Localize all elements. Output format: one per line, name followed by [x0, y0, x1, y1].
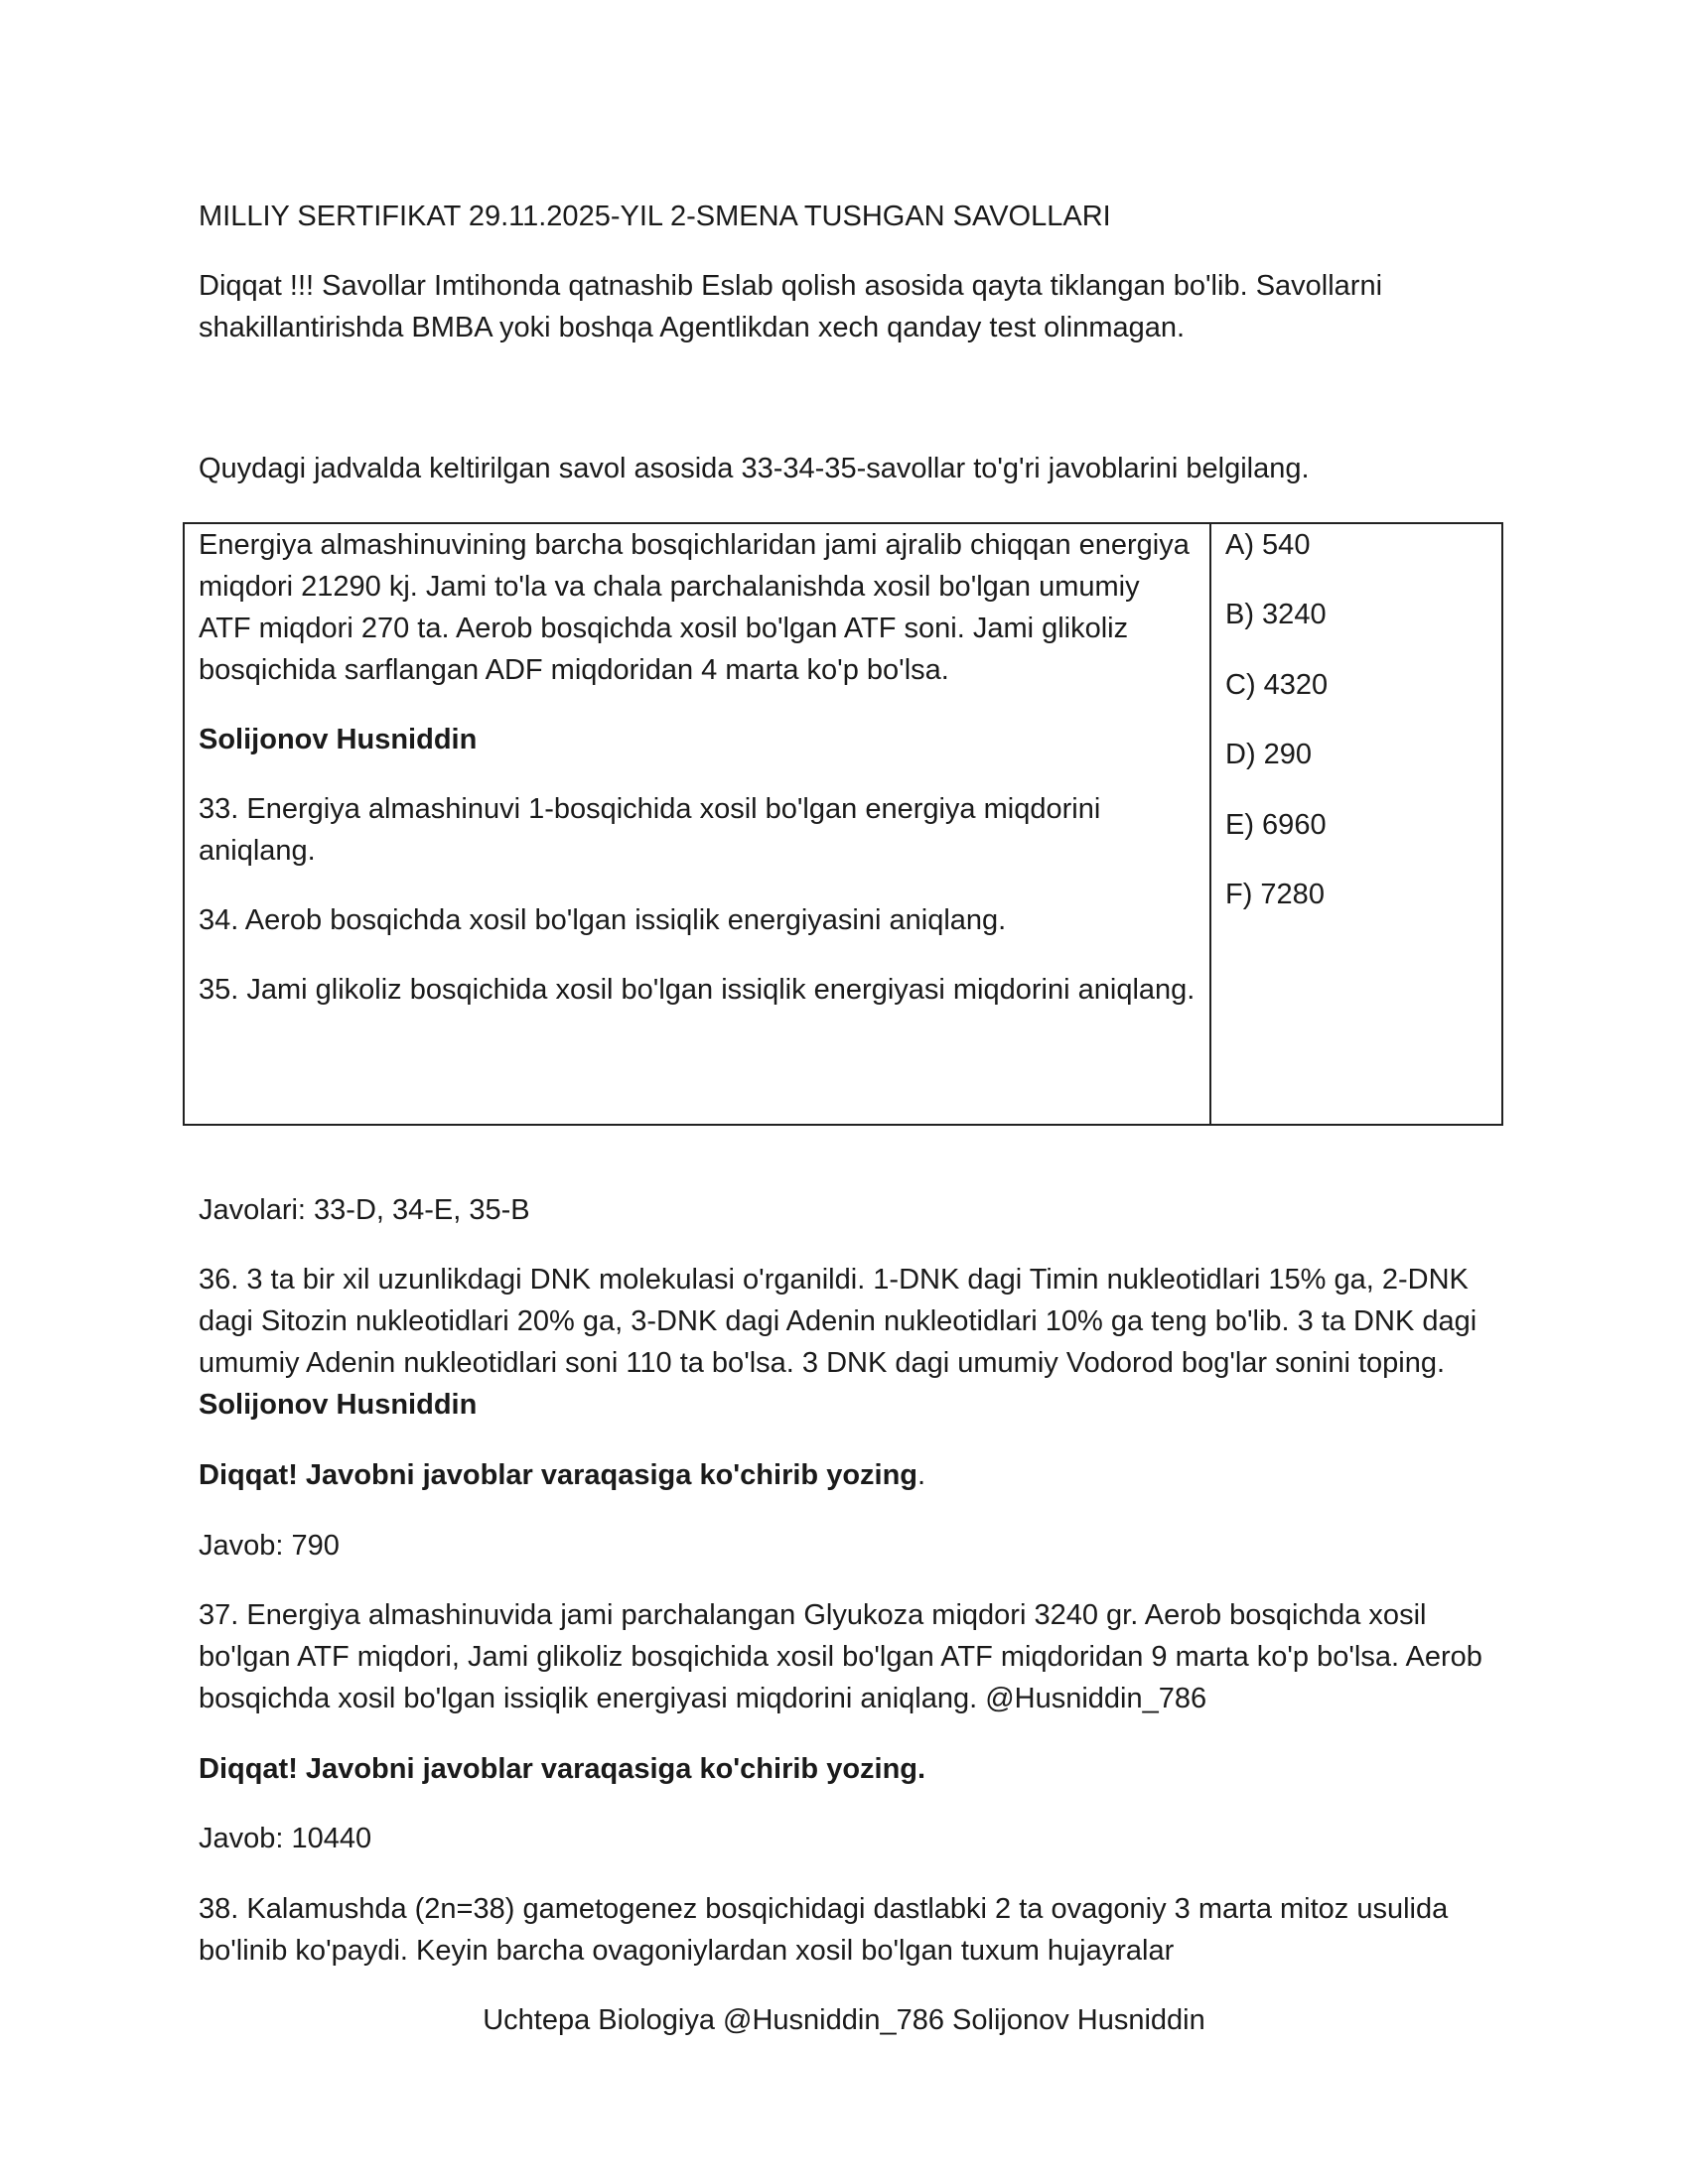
option-c: C) 4320: [1225, 669, 1329, 701]
table-intro: Quydagi jadvalda keltirilgan savol asosida 33-34-35-savollar to'g'ri javoblarini belgilang.: [199, 453, 1310, 484]
question-36-author: Solijonov Husniddin: [199, 1389, 478, 1421]
question-36-answer: Javob: 790: [199, 1530, 340, 1562]
table-condition: Energiya almashinuvining barcha bosqichlaridan jami ajralib chiqqan energiya miqdori 21290 kj. Jami to'la va chala parchalanishda xosil bo'lgan umumiy ATF miqdori 270 ta. Aerob bosqichda xosil bo'lgan ATF soni. Jami glikoliz bosqichida sarflangan ADF miqdoridan 4 marta ko'p bo'lsa.: [199, 529, 1190, 686]
question-36-note-text: Diqqat! Javobni javoblar varaqasiga ko'chirib yozing: [199, 1459, 918, 1491]
table-questions-cell: [199, 524, 1196, 1011]
question-33: 33. Energiya almashinuvi 1-bosqichida xosil bo'lgan energiya miqdorini aniqlang.: [199, 793, 1101, 867]
question-36-note: [199, 1454, 1489, 1496]
question-37: 37. Energiya almashinuvida jami parchalangan Glyukoza miqdori 3240 gr. Aerob bosqichda xosil bo'lgan ATF miqdori, Jami glikoliz bosqichida xosil bo'lgan ATF miqdoridan 9 marta ko'p bo'lsa. Aerob bosqichda xosil bo'lgan issiqlik energiyasi miqdorini aniqlang. @Husniddin_786: [199, 1599, 1482, 1714]
table-divider: [1209, 524, 1211, 1124]
answers-33-35: Javolari: 33-D, 34-E, 35-B: [199, 1194, 530, 1226]
question-37-answer: Javob: 10440: [199, 1823, 372, 1854]
question-34: 34. Aerob bosqichda xosil bo'lgan issiqlik energiyasini aniqlang.: [199, 904, 1007, 936]
option-b: B) 3240: [1225, 599, 1327, 630]
option-a: A) 540: [1225, 529, 1311, 561]
question-36-text: 36. 3 ta bir xil uzunlikdagi DNK molekulasi o'rganildi. 1-DNK dagi Timin nukleotidlari 15% ga, 2-DNK dagi Sitozin nukleotidlari 20% ga, 3-DNK dagi Adenin nukleotidlari 10% ga teng bo'lib. 3 ta DNK dagi umumiy Adenin nukleotidlari soni 110 ta bo'lsa. 3 DNK dagi umumiy Vodorod bog'lar sonini toping.: [199, 1264, 1477, 1379]
option-f: F) 7280: [1225, 879, 1325, 910]
question-table: [183, 522, 1503, 1126]
page-footer: Uchtepa Biologiya @Husniddin_786 Solijonov Husniddin: [483, 2004, 1205, 2036]
question-36: [199, 1259, 1489, 1426]
question-38: 38. Kalamushda (2n=38) gametogenez bosqichidagi dastlabki 2 ta ovagoniy 3 marta mitoz usulida bo'linib ko'paydi. Keyin barcha ovagoniylardan xosil bo'lgan tuxum hujayralar: [199, 1893, 1449, 1967]
question-37-note: Diqqat! Javobni javoblar varaqasiga ko'chirib yozing.: [199, 1753, 926, 1785]
notice-paragraph: Diqqat !!! Savollar Imtihonda qatnashib Eslab qolish asosida qayta tiklangan bo'lib. Savollarni shakillantirishda BMBA yoki boshqa Agentlikdan xech qanday test olinmagan.: [199, 270, 1383, 343]
option-e: E) 6960: [1225, 809, 1327, 841]
page-title: MILLIY SERTIFIKAT 29.11.2025-YIL 2-SMENA TUSHGAN SAVOLLARI: [199, 201, 1111, 232]
question-36-note-end: .: [917, 1459, 926, 1491]
option-d: D) 290: [1225, 739, 1313, 770]
question-35: 35. Jami glikoliz bosqichida xosil bo'lgan issiqlik energiyasi miqdorini aniqlang.: [199, 974, 1196, 1006]
table-author: Solijonov Husniddin: [199, 724, 478, 755]
